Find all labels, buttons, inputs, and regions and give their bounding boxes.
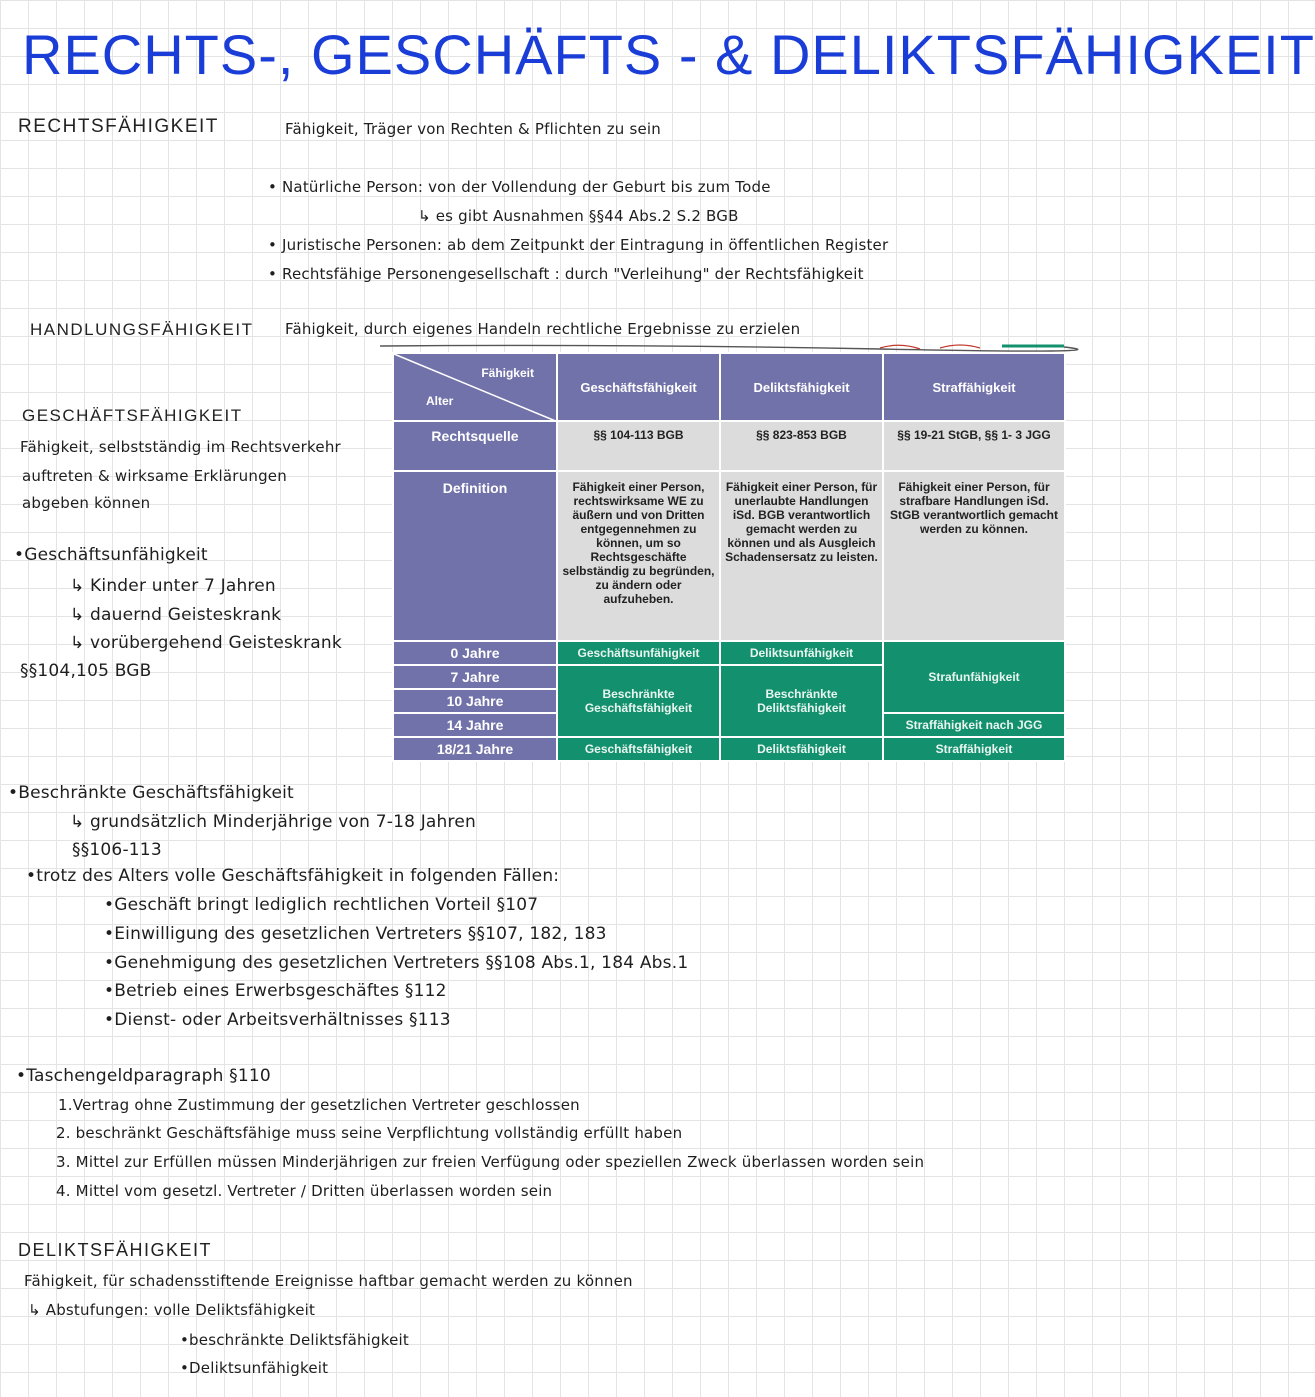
table-cell: Fähigkeit einer Person, für unerlaubte Handlungen iSd. BGB verantwortlich gemacht werden zu können und als Ausgleich Schadensersatz zu leisten. <box>720 471 883 641</box>
row-label-rechtsquelle: Rechtsquelle <box>393 421 557 471</box>
column-header: Deliktsfähigkeit <box>720 353 883 421</box>
table-cell: Beschränkte Geschäftsfähigkeit <box>557 665 720 737</box>
diagonal-line <box>394 354 558 422</box>
table-cell: Straffähigkeit <box>883 737 1065 761</box>
geschaeftsfaehigkeit-definition: Fähigkeit, selbstständig im Rechtsverkehr <box>20 438 341 456</box>
age-label: 10 Jahre <box>393 689 557 713</box>
beschraenkt-heading: •Beschränkte Geschäftsfähigkeit <box>8 783 294 803</box>
geschaeftsunfaehigkeit-heading: •Geschäftsunfähigkeit <box>14 545 208 565</box>
corner-faehigkeit-label: Fähigkeit <box>481 366 534 380</box>
table-cell: Straffähigkeit nach JGG <box>883 713 1065 737</box>
taschengeld-item: 3. Mittel zur Erfüllen müssen Minderjährigen zur freien Verfügung oder speziellen Zweck überlassen worden sein <box>56 1153 925 1171</box>
age-label: 7 Jahre <box>393 665 557 689</box>
age-label: 18/21 Jahre <box>393 737 557 761</box>
deliktsfaehigkeit-abstufungen: ↳ Abstufungen: volle Deliktsfähigkeit <box>28 1301 316 1319</box>
table-cell: Strafunfähigkeit <box>883 641 1065 713</box>
beschraenkt-sub: ↳ grundsätzlich Minderjährige von 7-18 Jahren <box>70 812 476 832</box>
taschengeld-item: 2. beschränkt Geschäftsfähige muss seine Verpflichtung vollständig erfüllt haben <box>56 1124 683 1142</box>
rechtsfaehigkeit-definition: Fähigkeit, Träger von Rechten & Pflichten zu sein <box>285 120 661 138</box>
geschaeftsfaehigkeit-heading: GESCHÄFTSFÄHIGKEIT <box>22 406 243 425</box>
page-title: RECHTS-, GESCHÄFTS - & DELIKTSFÄHIGKEIT <box>22 23 1315 86</box>
age-label: 14 Jahre <box>393 713 557 737</box>
beschraenkt-case: •Einwilligung des gesetzlichen Vertreters §§107, 182, 183 <box>104 924 607 944</box>
deliktsfaehigkeit-heading: DELIKTSFÄHIGKEIT <box>18 1240 213 1260</box>
table-cell: §§ 823-853 BGB <box>720 421 883 471</box>
handlungsfaehigkeit-heading: HANDLUNGSFÄHIGKEIT <box>30 320 254 339</box>
taschengeld-heading: •Taschengeldparagraph §110 <box>16 1066 271 1086</box>
corner-alter-label: Alter <box>426 394 454 408</box>
rechtsfaehigkeit-bullet: • Natürliche Person: von der Vollendung der Geburt bis zum Tode <box>268 178 771 196</box>
table-cell: Geschäftsfähigkeit <box>557 737 720 761</box>
table-cell: Deliktsunfähigkeit <box>720 641 883 665</box>
beschraenkt-case: •Dienst- oder Arbeitsverhältnisses §113 <box>104 1010 451 1030</box>
beschraenkt-trotz: •trotz des Alters volle Geschäftsfähigkeit in folgenden Fällen: <box>26 866 560 886</box>
rechtsfaehigkeit-bullet: • Juristische Personen: ab dem Zeitpunkt der Eintragung in öffentlichen Register <box>268 236 889 254</box>
taschengeld-item: 4. Mittel vom gesetzl. Vertreter / Dritten überlassen worden sein <box>56 1182 553 1200</box>
faehigkeit-table <box>392 352 1066 762</box>
table-cell: §§ 19-21 StGB, §§ 1- 3 JGG <box>883 421 1065 471</box>
table-cell: §§ 104-113 BGB <box>557 421 720 471</box>
deliktsfaehigkeit-item: •Deliktsunfähigkeit <box>180 1359 329 1377</box>
table-cell: Fähigkeit einer Person, rechtswirksame WE zu äußern und von Dritten entgegennehmen zu können, um so Rechtsgeschäfte selbständig zu begründen, zu ändern oder aufzuheben. <box>557 471 720 641</box>
handlungsfaehigkeit-definition: Fähigkeit, durch eigenes Handeln rechtliche Ergebnisse zu erzielen <box>285 320 801 338</box>
rechtsfaehigkeit-heading: RECHTSFÄHIGKEIT <box>18 116 219 137</box>
age-label: 0 Jahre <box>393 641 557 665</box>
geschaeftsunfaehigkeit-item: ↳ Kinder unter 7 Jahren <box>70 576 276 596</box>
column-header: Geschäftsfähigkeit <box>557 353 720 421</box>
geschaeftsunfaehigkeit-item: ↳ vorübergehend Geisteskrank <box>70 633 342 653</box>
table-cell: Geschäftsunfähigkeit <box>557 641 720 665</box>
deliktsfaehigkeit-definition: Fähigkeit, für schadensstiftende Ereignisse haftbar gemacht werden zu können <box>24 1272 633 1290</box>
table-cell: Deliktsfähigkeit <box>720 737 883 761</box>
geschaeftsunfaehigkeit-reference: §§104,105 BGB <box>20 661 152 681</box>
beschraenkt-case: •Betrieb eines Erwerbsgeschäftes §112 <box>104 981 447 1001</box>
rechtsfaehigkeit-bullet: ↳ es gibt Ausnahmen §§44 Abs.2 S.2 BGB <box>418 207 739 225</box>
table-cell: Fähigkeit einer Person, für strafbare Handlungen iSd. StGB verantwortlich gemacht werden zu können. <box>883 471 1065 641</box>
table-cell: Beschränkte Deliktsfähigkeit <box>720 665 883 737</box>
beschraenkt-case: •Genehmigung des gesetzlichen Vertreters §§108 Abs.1, 184 Abs.1 <box>104 953 689 973</box>
geschaeftsfaehigkeit-definition: auftreten & wirksame Erklärungen <box>22 467 287 485</box>
geschaeftsfaehigkeit-definition: abgeben können <box>22 494 151 512</box>
taschengeld-item: 1.Vertrag ohne Zustimmung der gesetzlichen Vertreter geschlossen <box>58 1096 580 1114</box>
column-header: Straffähigkeit <box>883 353 1065 421</box>
geschaeftsunfaehigkeit-item: ↳ dauernd Geisteskrank <box>70 605 282 625</box>
deliktsfaehigkeit-item: •beschränkte Deliktsfähigkeit <box>180 1331 409 1349</box>
table-corner-cell <box>393 353 557 421</box>
beschraenkt-reference: §§106-113 <box>72 840 162 860</box>
rechtsfaehigkeit-bullet: • Rechtsfähige Personengesellschaft : durch "Verleihung" der Rechtsfähigkeit <box>268 265 864 283</box>
beschraenkt-case: •Geschäft bringt lediglich rechtlichen Vorteil §107 <box>104 895 539 915</box>
row-label-definition: Definition <box>393 471 557 641</box>
